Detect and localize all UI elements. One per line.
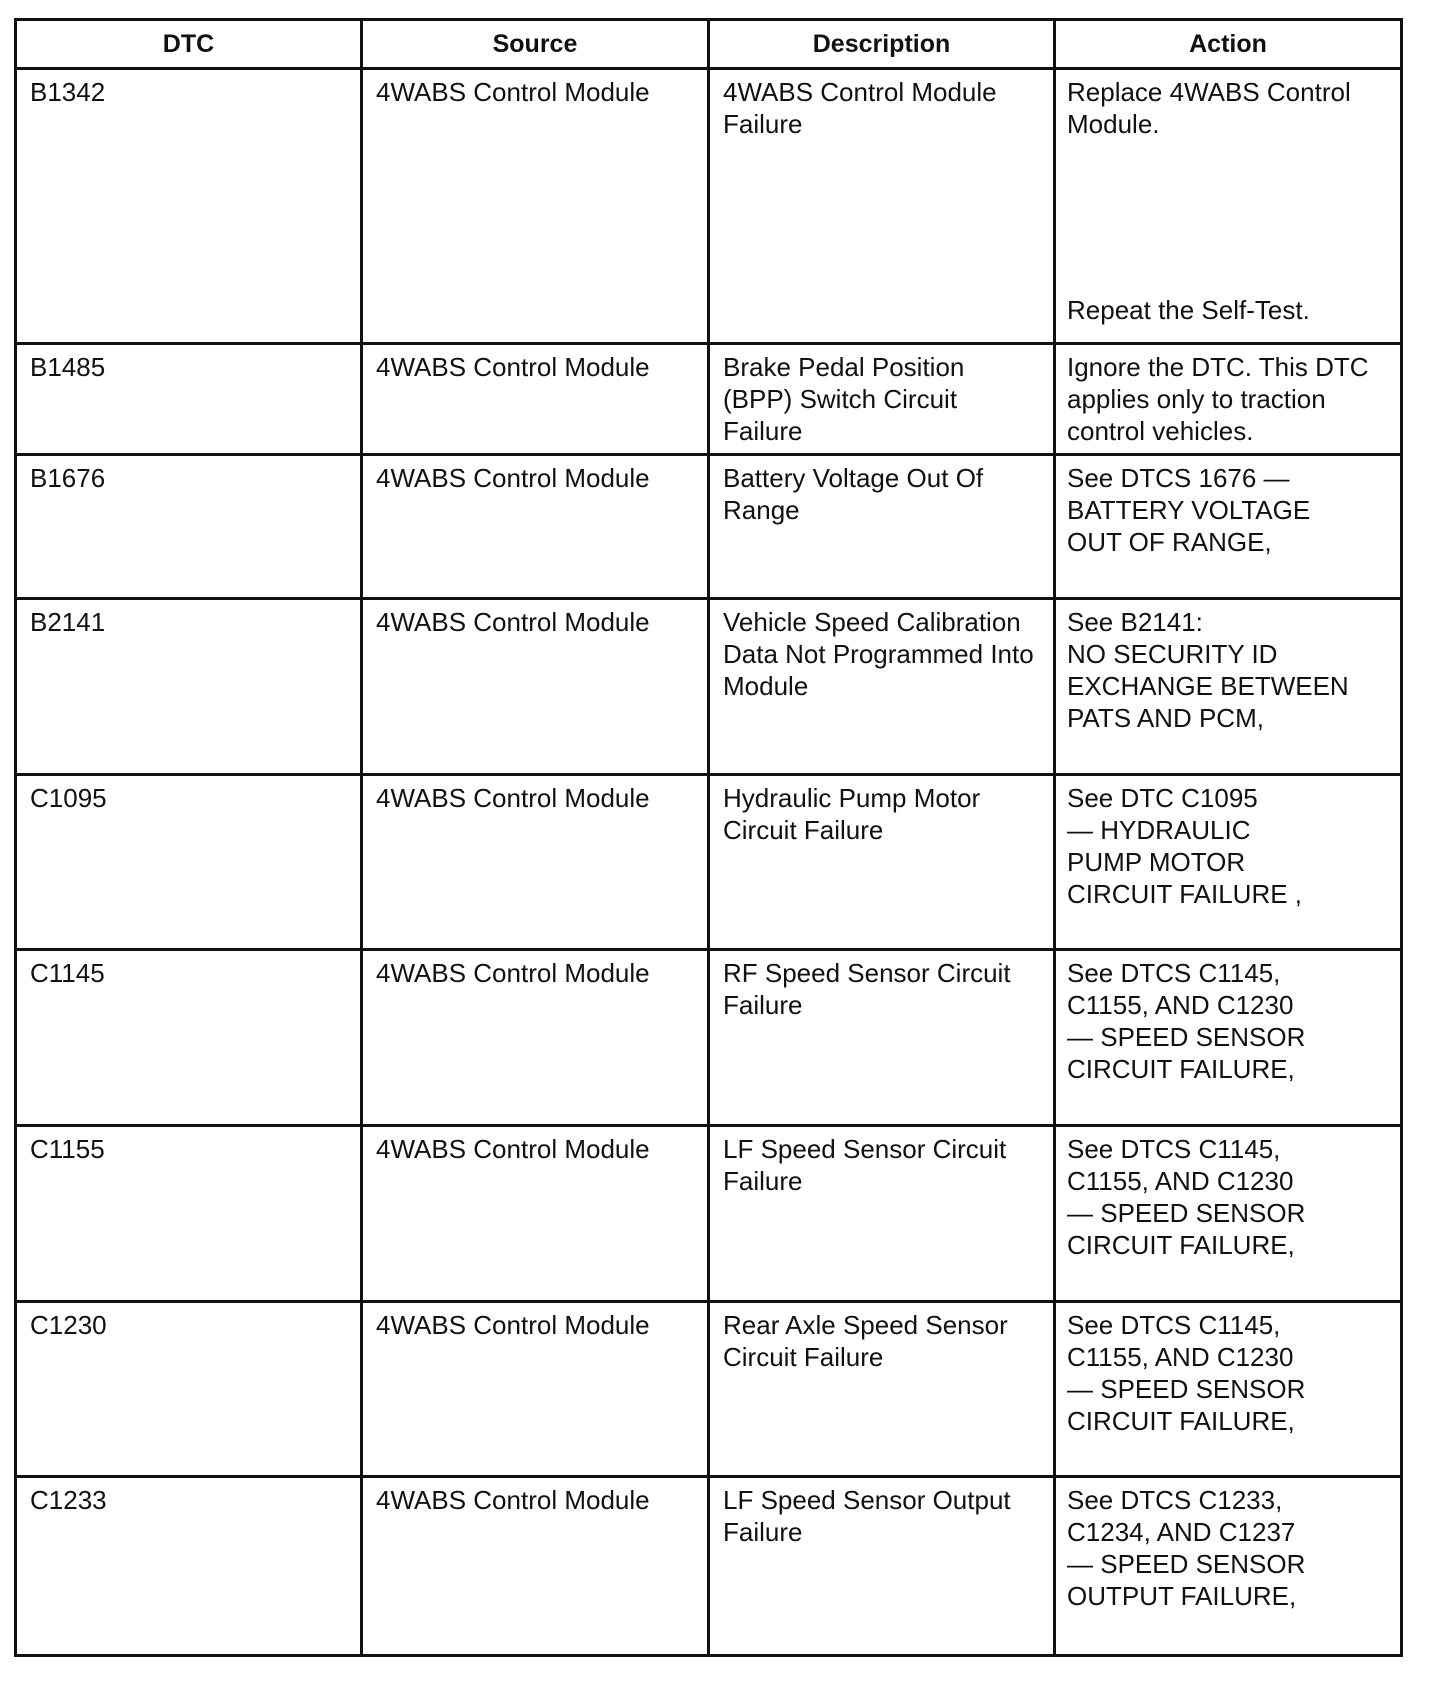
table-row (16, 69, 1402, 344)
table-row (16, 1477, 1402, 1656)
table-row (16, 599, 1402, 775)
source-cell (362, 1477, 709, 1656)
dtc-code: C1233 (30, 1485, 107, 1515)
dtc-code: B1676 (30, 463, 106, 493)
dtc-cell (16, 1477, 362, 1656)
description-cell (709, 1477, 1055, 1656)
dtc-cell (16, 950, 362, 1126)
description-text: 4WABS Control Module Failure (723, 77, 997, 139)
action-text: Ignore the DTC. This DTC applies only to traction control vehicles. (1067, 352, 1369, 446)
description-cell (709, 1126, 1055, 1302)
source-text: 4WABS Control Module (376, 463, 650, 493)
dtc-cell (16, 344, 362, 455)
action-note: Repeat the Self-Test. (1067, 295, 1310, 325)
dtc-cell (16, 1302, 362, 1477)
action-text: See DTC C1095 — HYDRAULIC PUMP MOTOR CIRCUIT FAILURE , (1067, 783, 1303, 909)
header-description: Description (709, 20, 1055, 69)
action-cell (1055, 455, 1402, 599)
source-text: 4WABS Control Module (376, 958, 650, 988)
description-text: LF Speed Sensor Output Failure (723, 1485, 1011, 1547)
description-cell (709, 1302, 1055, 1477)
source-text: 4WABS Control Module (376, 1485, 650, 1515)
dtc-code: B1342 (30, 77, 106, 107)
description-text: Hydraulic Pump Motor Circuit Failure (723, 783, 981, 845)
source-cell (362, 344, 709, 455)
source-cell (362, 69, 709, 344)
header-action: Action (1055, 20, 1402, 69)
action-text: See DTCS C1145, C1155, AND C1230 — SPEED SENSOR CIRCUIT FAILURE, (1067, 958, 1306, 1084)
action-cell (1055, 599, 1402, 775)
description-text: Brake Pedal Position (BPP) Switch Circuit Failure (723, 352, 965, 446)
description-cell (709, 455, 1055, 599)
description-cell (709, 950, 1055, 1126)
action-text: Replace 4WABS Control Module. (1067, 77, 1351, 139)
dtc-code: B2141 (30, 607, 106, 637)
source-text: 4WABS Control Module (376, 1310, 650, 1340)
header-dtc: DTC (16, 20, 362, 69)
description-text: Vehicle Speed Calibration Data Not Programmed Into Module (723, 607, 1034, 701)
description-text: LF Speed Sensor Circuit Failure (723, 1134, 1007, 1196)
dtc-cell (16, 69, 362, 344)
dtc-code: B1485 (30, 352, 106, 382)
dtc-cell (16, 775, 362, 950)
table-body (16, 69, 1402, 1656)
action-cell (1055, 1477, 1402, 1656)
source-cell (362, 775, 709, 950)
source-cell (362, 455, 709, 599)
source-text: 4WABS Control Module (376, 607, 650, 637)
action-cell (1055, 1302, 1402, 1477)
action-text: See DTCS C1233, C1234, AND C1237 — SPEED SENSOR OUTPUT FAILURE, (1067, 1485, 1306, 1611)
header-source: Source (362, 20, 709, 69)
table-row (16, 1302, 1402, 1477)
dtc-code: C1095 (30, 783, 107, 813)
action-cell (1055, 344, 1402, 455)
action-cell (1055, 1126, 1402, 1302)
action-text: See DTCS 1676 — BATTERY VOLTAGE OUT OF RANGE, (1067, 463, 1311, 557)
action-text: See DTCS C1145, C1155, AND C1230 — SPEED SENSOR CIRCUIT FAILURE, (1067, 1310, 1306, 1436)
dtc-code: C1230 (30, 1310, 107, 1340)
source-text: 4WABS Control Module (376, 1134, 650, 1164)
source-cell (362, 1126, 709, 1302)
dtc-code: C1145 (30, 958, 105, 988)
action-cell (1055, 950, 1402, 1126)
dtc-cell (16, 455, 362, 599)
description-cell (709, 599, 1055, 775)
table-row (16, 775, 1402, 950)
dtc-cell (16, 599, 362, 775)
action-block (1056, 70, 1400, 332)
description-text: Rear Axle Speed Sensor Circuit Failure (723, 1310, 1008, 1372)
table-row (16, 344, 1402, 455)
description-cell (709, 69, 1055, 344)
source-text: 4WABS Control Module (376, 352, 650, 382)
action-cell (1055, 69, 1402, 344)
source-text: 4WABS Control Module (376, 783, 650, 813)
table-header (16, 20, 1402, 69)
action-cell (1055, 775, 1402, 950)
header-row (16, 20, 1402, 69)
description-cell (709, 344, 1055, 455)
dtc-code: C1155 (30, 1134, 105, 1164)
dtc-table (14, 18, 1403, 1657)
source-cell (362, 599, 709, 775)
description-text: RF Speed Sensor Circuit Failure (723, 958, 1011, 1020)
source-cell (362, 1302, 709, 1477)
action-text: See B2141: NO SECURITY ID EXCHANGE BETWEEN PATS AND PCM, (1067, 607, 1349, 733)
table-row (16, 950, 1402, 1126)
description-cell (709, 775, 1055, 950)
action-text: See DTCS C1145, C1155, AND C1230 — SPEED SENSOR CIRCUIT FAILURE, (1067, 1134, 1306, 1260)
description-text: Battery Voltage Out Of Range (723, 463, 984, 525)
source-text: 4WABS Control Module (376, 77, 650, 107)
table-row (16, 455, 1402, 599)
table-row (16, 1126, 1402, 1302)
source-cell (362, 950, 709, 1126)
dtc-cell (16, 1126, 362, 1302)
